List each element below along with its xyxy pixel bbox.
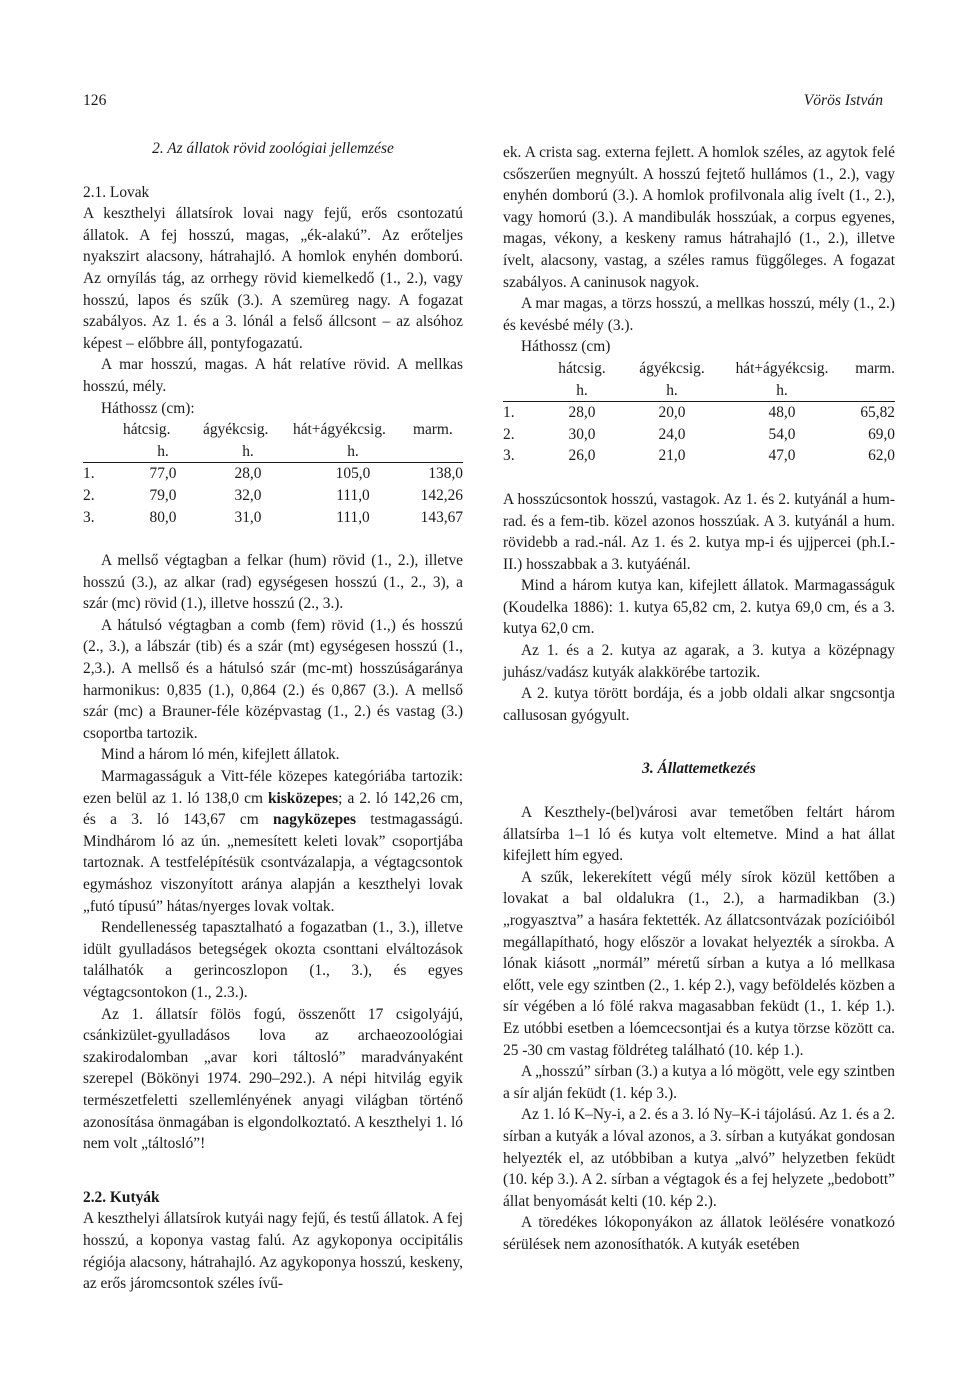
- paragraph-dog-sex: Mind a három kutya kan, kifejlett állatok. Marmagasságuk (Koudelka 1886): 1. kutya 65,82 cm, 2. kutya 69,0 cm, és a 3. kutya 62,0 cm.: [503, 577, 895, 638]
- horse-measurement-table: [83, 419, 463, 528]
- row-index: 3.: [83, 508, 95, 526]
- table-row: [83, 507, 463, 529]
- unit-cell: h.: [717, 380, 847, 402]
- column-header: hátcsig.: [558, 359, 606, 377]
- row-index: 2.: [503, 425, 515, 443]
- right-column: [503, 142, 895, 1256]
- section-title-zoology: 2. Az állatok rövid zoológiai jellemzése: [152, 140, 394, 157]
- row-index: 3.: [503, 447, 515, 465]
- table-cell: 142,26: [420, 486, 463, 504]
- table-unit-row: [503, 380, 895, 402]
- row-index: 2.: [83, 486, 95, 504]
- table-row: [503, 445, 895, 467]
- table-cell: 28,0: [568, 404, 596, 422]
- paragraph-horse-sex: Mind a három ló mén, kifejlett állatok.: [101, 746, 340, 764]
- paragraph-horse-forelimb: A mellső végtagban a felkar (hum) rövid (1., 2.), illetve hosszú (3.), az alkar (rad) egységesen hosszú (1., 2., 3), a szár (mc) rövid (1.), illetve hosszú (2., 3.).: [83, 552, 463, 613]
- heading-dogs: 2.2. Kutyák: [83, 1188, 160, 1206]
- table-cell: 105,0: [335, 465, 371, 483]
- unit-cell: h.: [123, 441, 203, 463]
- table-cell: 24,0: [658, 425, 686, 443]
- table-cell: 138,0: [428, 465, 463, 483]
- text-run: Marmagasságuk a Vitt-féle közepes kategóriába tartozik: ezen belül az 1. ló 138,0 cm: [83, 768, 463, 807]
- paragraph-horse-pathology: Rendellenesség tapasztalható a fogazatban (1., 3.), illetve idült gyulladásos betegségek okozta csonttani elváltozások találhatók a gerincoszlopon (1., 3.), és egyes végtagcsontokon (1., 2.3.).: [83, 919, 463, 1001]
- table-cell: 47,0: [768, 447, 796, 465]
- paragraph-burial-injuries: A töredékes lókoponyákon az állatok leölésére vonatkozó sérülések nem azonosíthatók. A kutyák esetében: [503, 1214, 895, 1253]
- heading-horses: 2.1. Lovak: [83, 183, 150, 201]
- table-cell: 26,0: [568, 447, 596, 465]
- table-cell: 79,0: [149, 486, 177, 504]
- page-number: 126: [83, 92, 107, 109]
- row-index: 1.: [503, 404, 515, 422]
- unit-cell: h.: [627, 380, 717, 402]
- paragraph-horse-hindlimb: A hátulsó végtagban a comb (fem) rövid (1.,) és hosszú (2., 3.), a lábszár (tib) és a szár (mt) egységesen hosszú (1., 2,3.). A mellső és a hátulsó szár (mc-mt) hosszúságaránya harmonikus: 0,835 (1.), 0,864 (2.) és 0,867 (3.). A mellső szár (mc) a Brauner-féle középvastag (1., 2.) és vastag (3.) csoportba tartozik.: [83, 616, 463, 742]
- paragraph-horse-height: [83, 766, 463, 917]
- paragraph-burial-position: A szűk, lekerekített végű mély sírok közül kettőben a lovakat a bal oldalukra (1., 2.), a harmadikban (3.) „rogyasztva” a hasára fektették. Az állatcsontvázak pozícióiból megállapítható, hogy először a lovakat helyezték a sírokba. A lónak kiásott „normál” méretű sírban a kutya a ló mellkasa előtt, vele egy szintben (2., 1. kép 2.), vagy beföldelés közben a sír végében a ló fölé rakva magasabban feküdt (1., 1. kép 1.). Ez utóbbi esetben a lóemcecsontjai és a kutya törzse között ca. 25 -30 cm vastag földréteg található (10. kép 1.).: [503, 868, 895, 1059]
- column-header: marm.: [855, 359, 895, 377]
- table-cell: 111,0: [336, 486, 370, 504]
- dog-table-label: Háthossz (cm): [521, 338, 611, 356]
- paragraph-dog-body: A mar magas, a törzs hosszú, a mellkas hosszú, mély (1., 2.) és kevésbé mély (3.).: [503, 295, 895, 334]
- table-cell: 69,0: [868, 425, 895, 443]
- running-author: Vörös István: [803, 92, 883, 109]
- bold-term-nagykozepes: nagyközepes: [273, 811, 356, 829]
- paragraph-burial-orientation: Az 1. ló K–Ny-i, a 2. és a 3. ló Ny–K-i tájolású. Az 1. és a 2. sírban a kutyák a lóval azonos, a 3. sírban a kutyákat gondosan helyezték el, az utóbbiban a kutya „alvó” helyzetben feküdt (10. kép 3.). A 2. sírban a végtagok és a fej helyzete „bedobott” állat benyomását kelti (10. kép 2.).: [503, 1106, 896, 1210]
- table-cell: 21,0: [658, 447, 686, 465]
- table-header-row: [83, 419, 463, 441]
- column-header: ágyékcsig.: [203, 421, 269, 439]
- column-header: hát+ágyékcsig.: [735, 359, 829, 377]
- table-cell: 28,0: [234, 465, 262, 483]
- column-header: marm.: [413, 421, 453, 439]
- paragraph-burial-intro: A Keszthely-(bel)városi avar temetőben feltárt három állatsírba 1–1 ló és kutya volt eltemetve. Mind a hat állat kifejlett hím egyed.: [503, 804, 895, 865]
- paragraph-horse-skull: A keszthelyi állatsírok lovai nagy fejű, erős csontozatú állatok. A fej hosszú, magas, „ék-alakú”. Az erőteljes nyakszirt alacsony, hátrahajló. A homlok enyhén domború. Az ornyílás tág, az orrhegy rövid kiemelkedő (1., 2.), vagy hosszú, lapos és szűk (3.). A szemüreg nagy. A fogazat szabályos. Az 1. és a 3. lónál a felső állcsont – az alsóhoz képest – előbbre áll, pontyfogazatú.: [83, 205, 463, 352]
- paragraph-dog-pathology: A 2. kutya törött bordája, és a jobb oldali alkar sngcsontja callusosan gyógyult.: [503, 685, 895, 724]
- table-cell: 30,0: [568, 425, 596, 443]
- unit-cell: h.: [293, 441, 413, 463]
- paragraph-dog-skull: A keszthelyi állatsírok kutyái nagy fejű, és testű állatok. A fej hosszú, a koponya vastag falú. Az agykoponya occipitális régiója alacsony, hátrahajló. Az agykoponya hosszú, keskeny, az erős járomcsontok széles ívű-: [83, 1210, 463, 1293]
- table-row: [503, 402, 895, 424]
- bold-term-kiskozepes: kisközepes: [267, 789, 339, 807]
- column-header: hátcsig.: [123, 421, 171, 439]
- text-run: ; a 2. ló 142,26 cm, és a 3. ló 143,67 cm: [83, 789, 463, 829]
- table-row: [83, 463, 463, 485]
- table-cell: 62,0: [868, 447, 895, 465]
- column-header: hát+ágyékcsig.: [293, 421, 386, 439]
- paragraph-dog-type: Az 1. és a 2. kutya az agarak, a 3. kutya a középnagy juhász/vadász kutyák alakkörébe tartozik.: [503, 642, 895, 681]
- horse-table-label: Háthossz (cm):: [101, 399, 195, 417]
- table-cell: 48,0: [768, 404, 796, 422]
- table-cell: 65,82: [860, 404, 895, 422]
- table-cell: 54,0: [768, 425, 796, 443]
- page-header: [83, 90, 883, 112]
- table-row: [83, 485, 463, 507]
- table-row: [503, 424, 895, 446]
- paragraph-dog-skull-cont: ek. A crista sag. externa fejlett. A homlok széles, az agytok felé csőszerűen megnyúlt. A hosszú fejtető hullámos (1., 2.), vagy enyhén domború (3.). A homlok profilvonala alig ívelt (1., 2.), vagy homorú (3.). A mandibulák hosszúak, a corpus egyenes, magas, vékony, a keskeny ramus hátrahajló (1., 2.), illetve ívelt, alacsony, vastag, a széles ramus függőleges. A fogazat szabályos. A caninusok nagyok.: [503, 144, 895, 291]
- unit-cell: h.: [203, 441, 293, 463]
- table-cell: 32,0: [234, 486, 262, 504]
- row-index: 1.: [83, 465, 95, 483]
- text-run: testmagasságú. Mindhárom ló az ún. „nemesített keleti lovak” csoportjába tartoznak. A testfelépítésük csontvázalapja, a végtagcsontok egymáshoz viszonyított aránya alapján a keszthelyi lovak „futó típusú” hátas/nyerges lovak voltak.: [83, 811, 463, 915]
- table-cell: 80,0: [149, 508, 177, 526]
- paragraph-burial-long-grave: A „hosszú” sírban (3.) a kutya a ló mögött, vele egy szintben a sír alján feküdt (1. kép 3.).: [503, 1063, 895, 1102]
- table-unit-row: [83, 441, 463, 463]
- table-cell: 77,0: [149, 465, 177, 483]
- paragraph-dog-long-bones: A hosszúcsontok hosszú, vastagok. Az 1. és 2. kutyánál a hum-rad. és a fem-tib. közel azonos hosszúak. A 3. kutyánál a hum. rövidebb a rad.-nál. Az 1. és 2. kutya mp-i és ujjpercei (ph.I.-II.) hosszabbak a 3. kutyáénál.: [503, 490, 895, 573]
- table-header-row: [503, 358, 895, 380]
- table-cell: 143,67: [420, 508, 463, 526]
- paragraph-horse-body: A mar hosszú, magas. A hát relatíve rövid. A mellkas hosszú, mély.: [83, 356, 463, 395]
- table-cell: 20,0: [658, 404, 686, 422]
- left-column: [83, 138, 463, 1295]
- column-header: ágyékcsig.: [639, 359, 705, 377]
- dog-measurement-table: [503, 358, 895, 467]
- table-cell: 31,0: [234, 508, 262, 526]
- unit-cell: h.: [537, 380, 627, 402]
- section-title-burial: 3. Állattemetkezés: [642, 760, 756, 778]
- paragraph-horse-taltos: Az 1. állatsír fölös fogú, összenőtt 17 csigolyájú, csánkizület-gyulladásos lova az archaeozoológiai szakirodalomban „avar kori táltosló” maradványaként szerepel (Bökönyi 1974. 290–292.). A népi hitvilág egyik természetfeletti szellemlényének anyagi világban történő azonosítása önmagában is elgondolkoztató. A keszthelyi 1. ló nem volt „táltosló”!: [83, 1005, 463, 1153]
- table-cell: 111,0: [336, 508, 370, 526]
